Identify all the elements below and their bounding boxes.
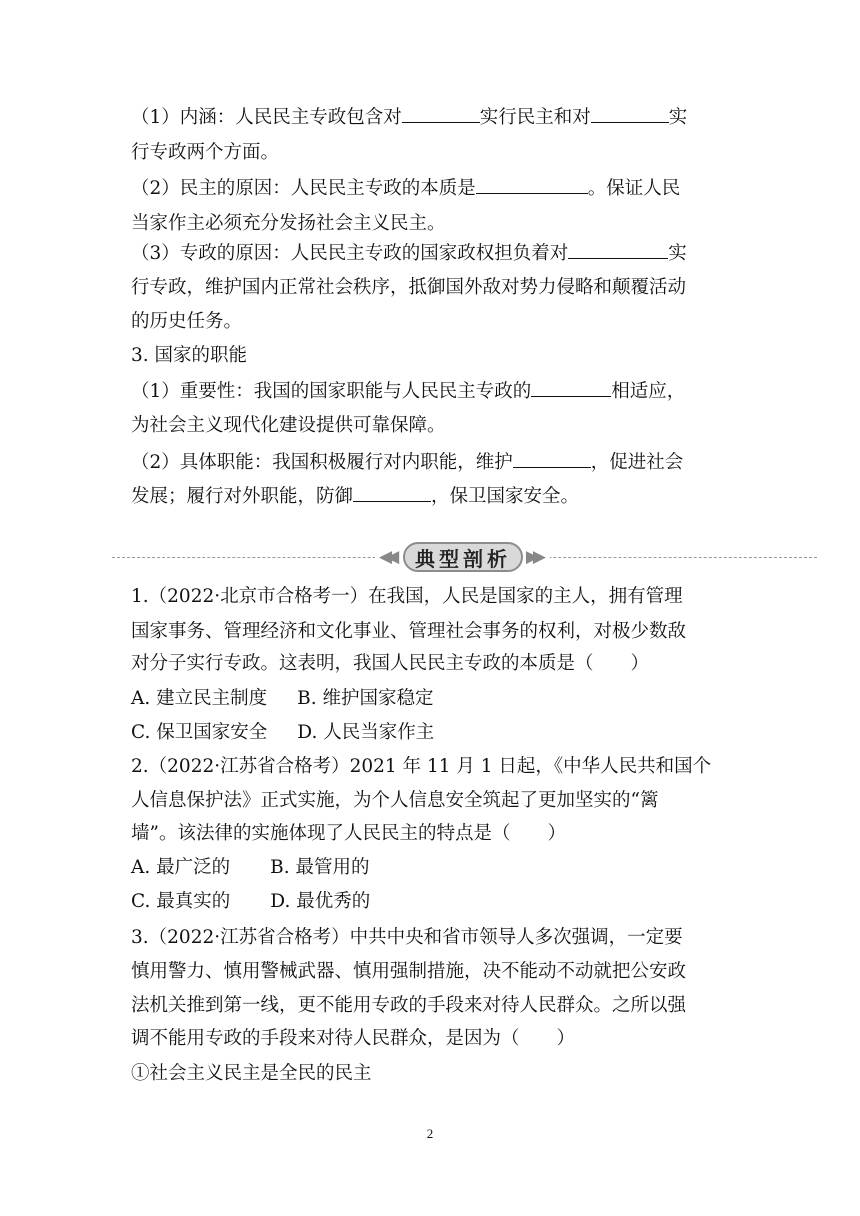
- question-1-line-1: 1.（2022·北京市合格考一）在我国，人民是国家的主人，拥有管理: [131, 586, 683, 607]
- question-3-line-3: 法机关推到第一线，更不能用专政的手段来对待人民群众。之所以强: [131, 995, 687, 1016]
- section-title: 典型剖析: [415, 546, 511, 571]
- option-b: B. 最管用的: [270, 857, 370, 878]
- fill-blank: [353, 483, 431, 502]
- option-d: D. 最优秀的: [270, 891, 371, 912]
- option-a: A. 最广泛的: [131, 857, 231, 878]
- question-1-line-2: 国家事务、管理经济和文化事业、管理社会事务的权利，对极少数敌: [131, 621, 687, 642]
- section-title-pill: [403, 542, 523, 572]
- point-3-line-3: 的历史任务。: [131, 311, 243, 332]
- fill-blank: [402, 104, 480, 123]
- question-2-line-3: 墙”。该法律的实施体现了人民民主的特点是（ ）: [131, 823, 566, 844]
- option-c: C. 保卫国家安全: [131, 722, 268, 743]
- option-a: A. 建立民主制度: [131, 688, 268, 709]
- fill-blank: [531, 378, 611, 397]
- point-2-line-1: （2）民主的原因：人民民主专政的本质是 。保证人民: [131, 175, 731, 202]
- option-b: B. 维护国家稳定: [297, 688, 434, 709]
- section-3-heading: 3. 国家的职能: [131, 345, 248, 366]
- point-5-line-2: 发展；履行对外职能，防御 ，保卫国家安全。: [131, 483, 731, 510]
- fill-blank: [568, 240, 668, 259]
- double-chevron-left-icon: ◀◀: [379, 547, 394, 567]
- section-banner: [375, 540, 550, 574]
- option-d: D. 人民当家作主: [297, 722, 435, 743]
- double-chevron-right-icon: ▶▶: [525, 547, 540, 567]
- question-1-options-cd: [131, 720, 731, 746]
- question-3-line-4: 调不能用专政的手段来对待人民群众，是因为（ ）: [131, 1028, 576, 1049]
- question-1-line-3: 对分子实行专政。这表明，我国人民民主专政的本质是（ ）: [131, 653, 650, 674]
- question-3-line-1: 3.（2022·江苏省合格考）中共中央和省市领导人多次强调，一定要: [131, 927, 683, 948]
- point-1-line-1: （1）内涵：人民民主专政包含对 实行民主和对 实: [131, 104, 731, 131]
- question-2-line-1: 2.（2022·江苏省合格考）2021 年 11 月 1 日起，《中华人民共和国个: [131, 756, 712, 777]
- question-3-line-2: 慎用警力、慎用警械武器、慎用强制措施，决不能动不动就把公安政: [131, 961, 687, 982]
- point-4-line-1: （1）重要性：我国的国家职能与人民民主专政的 相适应，: [131, 378, 731, 405]
- point-1-line-2: 行专政两个方面。: [131, 142, 280, 163]
- point-4-line-2: 为社会主义现代化建设提供可靠保障。: [131, 415, 446, 436]
- fill-blank: [476, 175, 588, 194]
- point-5-line-1: （2）具体职能：我国积极履行对内职能，维护 ，促进社会: [131, 449, 731, 476]
- section-divider: [112, 540, 817, 574]
- question-1-options-ab: [131, 686, 731, 712]
- option-c: C. 最真实的: [131, 891, 231, 912]
- fill-blank: [591, 104, 669, 123]
- question-2-line-2: 人信息保护法》正式实施，为个人信息安全筑起了更加坚实的“篱: [131, 790, 659, 811]
- question-3-option-1: ①社会主义民主是全民的民主: [131, 1063, 372, 1084]
- point-3-line-1: （3）专政的原因：人民民主专政的国家政权担负着对 实: [131, 240, 731, 267]
- question-2-options-cd: [131, 889, 731, 915]
- point-3-line-2: 行专政，维护国内正常社会秩序，抵御国外敌对势力侵略和颠覆活动: [131, 277, 687, 298]
- point-2-line-2: 当家作主必须充分发扬社会主义民主。: [131, 213, 446, 234]
- page-number: 2: [426, 1126, 434, 1141]
- fill-blank: [513, 449, 591, 468]
- question-2-options-ab: [131, 855, 731, 881]
